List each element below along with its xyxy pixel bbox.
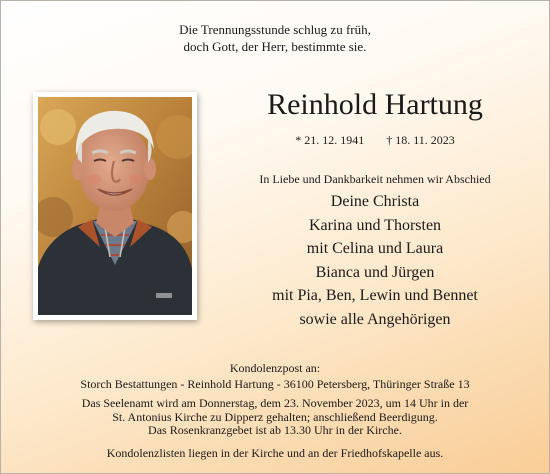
mourner-line: sowie alle Angehörigen bbox=[299, 310, 451, 328]
birth-date: * 21. 12. 1941 bbox=[295, 133, 365, 147]
service-info bbox=[1, 397, 549, 438]
deceased-name: Reinhold Hartung bbox=[267, 88, 483, 121]
motto-line: Die Trennungsstunde schlug zu früh, bbox=[179, 22, 371, 37]
condolence-lists-note: Kondolenzlisten liegen in der Kirche und an der Friedhofskapelle aus. bbox=[106, 446, 444, 460]
motto bbox=[1, 21, 549, 55]
condolence-address: Storch Bestattungen - Reinhold Hartung - 36100 Petersberg, Thüringer Straße 13 bbox=[80, 377, 470, 391]
portrait-photo-icon bbox=[38, 97, 192, 315]
mourner-line: Deine Christa bbox=[330, 193, 420, 210]
mourner-line: Bianca und Jürgen bbox=[315, 263, 435, 281]
service-line: Das Rosenkranzgebet ist ab 13.30 Uhr in der Kirche. bbox=[148, 423, 402, 437]
service-line: St. Antonius Kirche zu Dipperz gehalten; anschließend Beerdigung. bbox=[112, 409, 438, 424]
farewell-line: In Liebe und Dankbarkeit nehmen wir Abschied bbox=[259, 172, 491, 186]
life-dates bbox=[205, 132, 545, 148]
mourner-line: Karina und Thorsten bbox=[308, 216, 442, 234]
service-line: Das Seelenamt wird am Donnerstag, dem 23. November 2023, um 14 Uhr in der bbox=[81, 396, 469, 410]
portrait-photo bbox=[33, 92, 197, 320]
death-date: † 18. 11. 2023 bbox=[386, 133, 455, 147]
mourners-list bbox=[205, 190, 545, 332]
mourner-line: mit Celina und Laura bbox=[306, 240, 444, 258]
motto-line: doch Gott, der Herr, bestimmte sie. bbox=[183, 39, 367, 54]
condolence-title: Kondolenzpost an: bbox=[229, 361, 321, 375]
mourner-line: mit Pia, Ben, Lewin und Bennet bbox=[272, 287, 478, 305]
